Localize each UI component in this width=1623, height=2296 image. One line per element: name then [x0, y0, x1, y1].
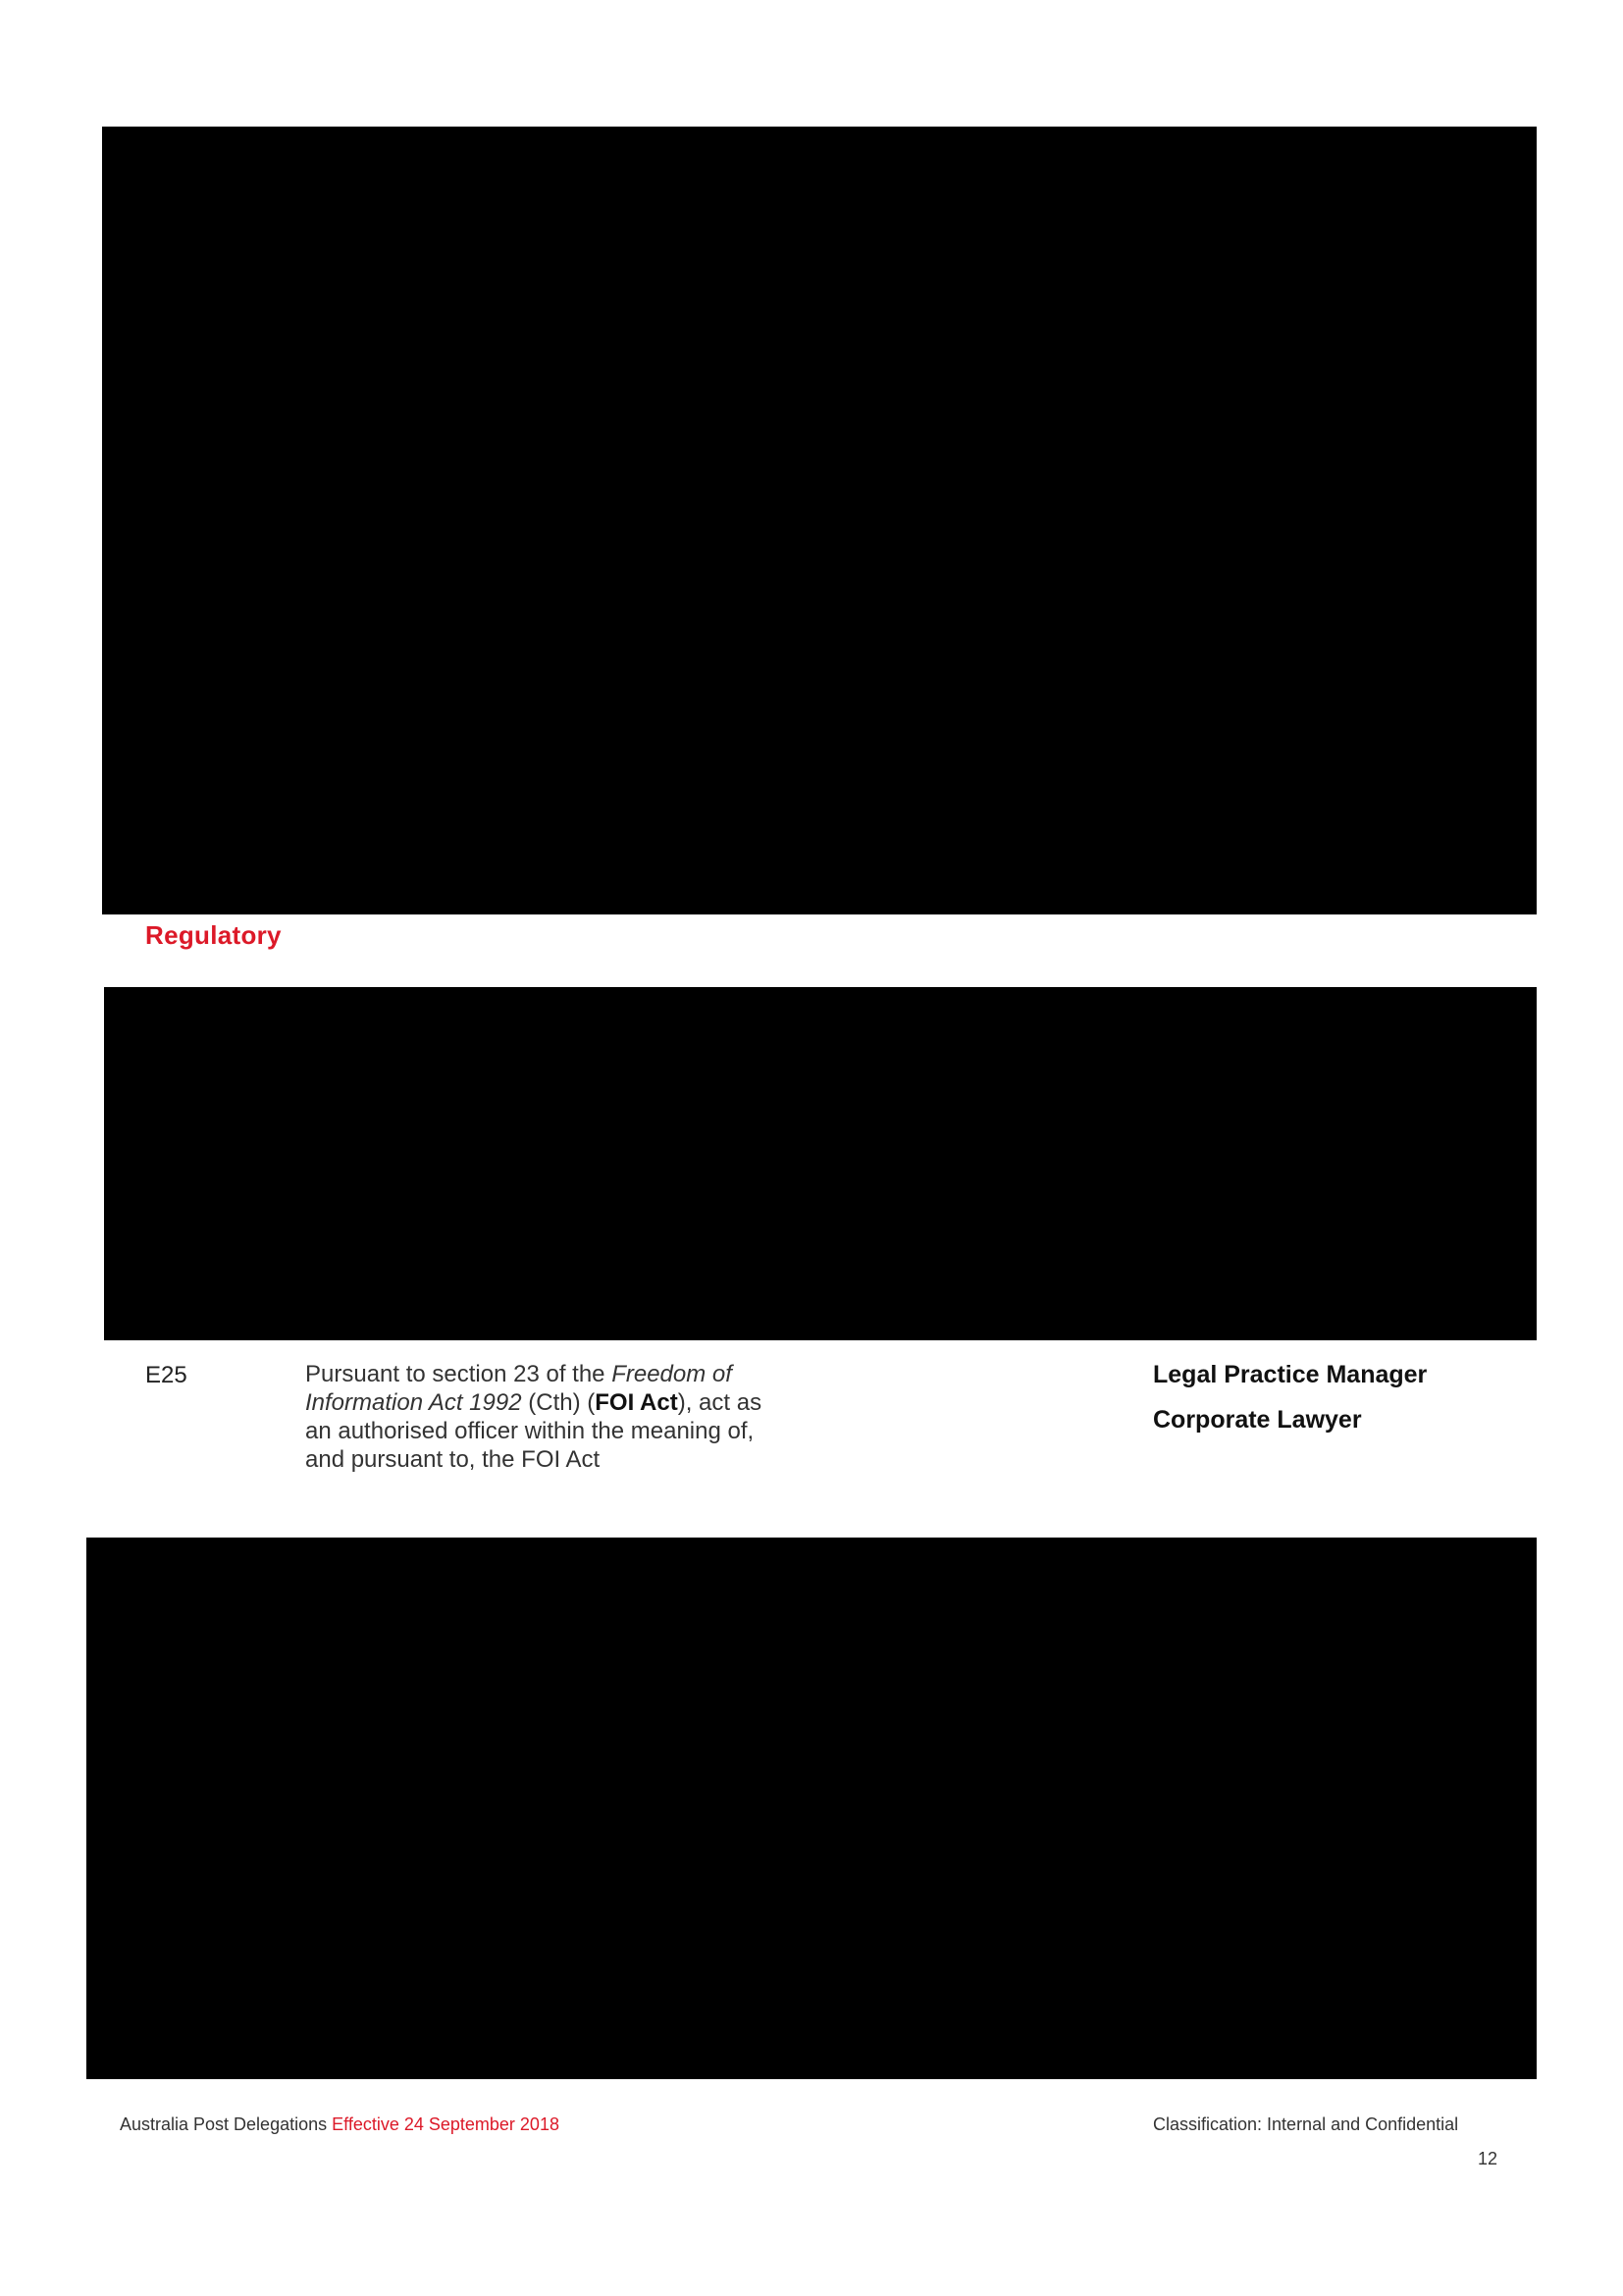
footer-document-info: [120, 2114, 559, 2135]
footer-doc-title: Australia Post Delegations: [120, 2114, 328, 2134]
footer-effective-date: Effective 24 September 2018: [332, 2114, 559, 2134]
delegate-list: [1153, 1360, 1427, 1450]
description-text: ), act as an authorised officer within the meaning of, and pursuant to, the FOI Act: [305, 1389, 762, 1473]
defined-term: FOI Act: [595, 1389, 678, 1416]
description-text: Pursuant to section 23 of the: [305, 1361, 612, 1387]
description-text: (Cth) (: [521, 1389, 596, 1416]
section-heading: Regulatory: [145, 920, 282, 950]
redacted-block: [104, 987, 1537, 1340]
delegate-role: Corporate Lawyer: [1153, 1406, 1362, 1434]
delegate-role: Legal Practice Manager: [1153, 1361, 1428, 1388]
delegation-id: E25: [145, 1362, 187, 1388]
redacted-block: [86, 1538, 1537, 2079]
footer-classification: Classification: Internal and Confidential: [1153, 2114, 1459, 2134]
delegation-description: [305, 1360, 766, 1474]
redacted-block: [102, 127, 1537, 914]
act-title: Freedom of Information Act 1992: [305, 1361, 732, 1416]
page-number: 12: [1477, 2149, 1497, 2168]
